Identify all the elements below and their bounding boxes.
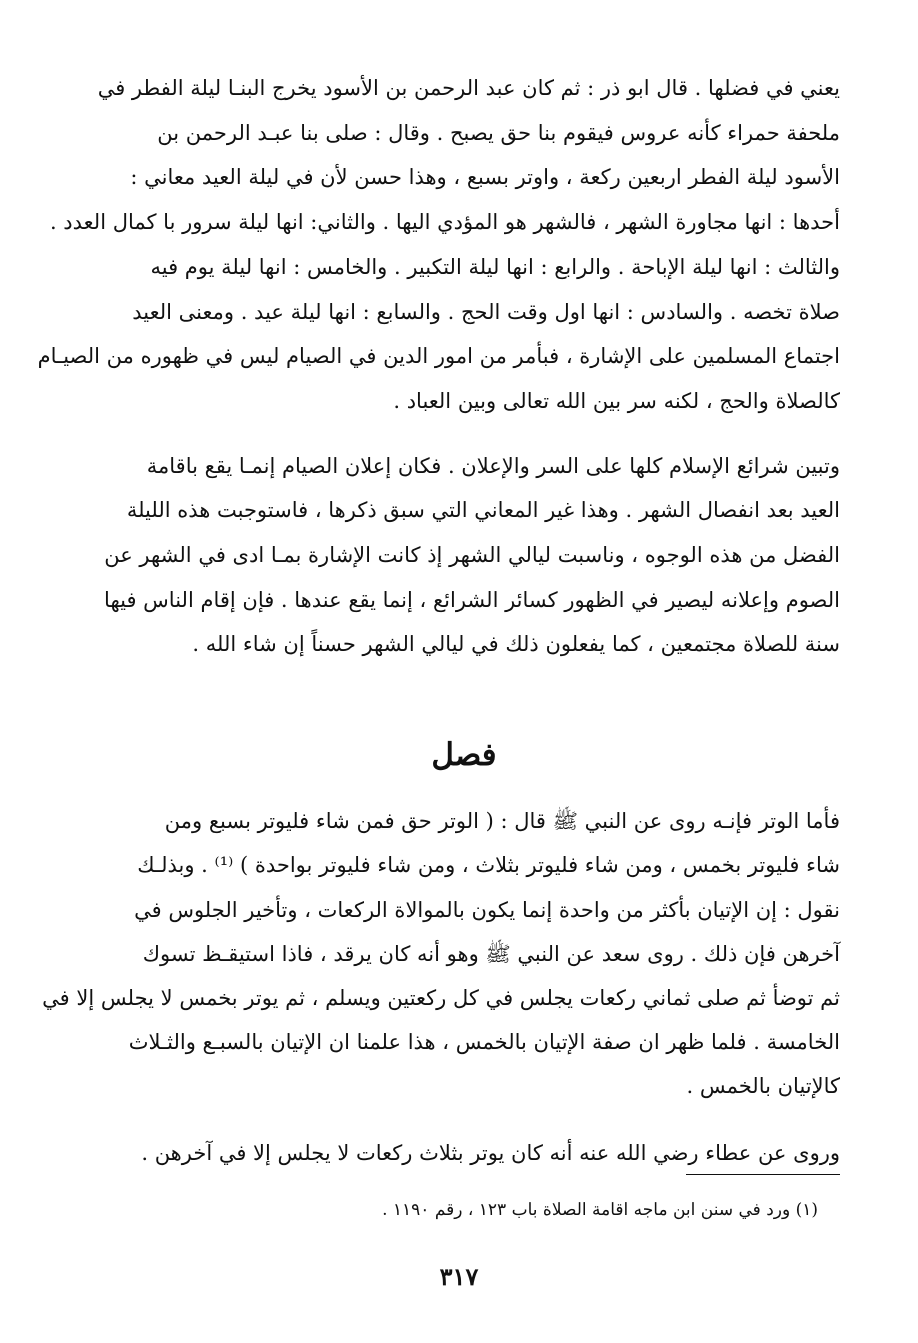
- text-line: كالإتيان بالخمس .: [686, 1074, 840, 1099]
- text-line: فأما الوتر فإنـه روى عن النبي ﷺ قال : ( الوتر حق فمن شاء فليوتر بسبع ومن: [164, 809, 840, 834]
- text-line: الخامسة . فلما ظهر ان صفة الإتيان بالخمس ، هذا علمنا ان الإتيان بالسبـع والثـلاث: [128, 1030, 840, 1055]
- text-line: الصوم وإعلانه ليصير في الظهور كسائر الشرائع ، إنما يقع عندها . فإن إقام الناس فيها: [104, 587, 840, 612]
- text-line: وتبين شرائع الإسلام كلها على السر والإعلان . فكان إعلان الصيام إنمـا يقع باقامة: [146, 453, 840, 478]
- paragraph-2: [88, 444, 840, 668]
- text-line: والثالث : انها ليلة الإباحة . والرابع : انها ليلة التكبير . والخامس : انها ليلة يوم فيه: [150, 254, 840, 279]
- paragraph-4: [88, 1131, 840, 1175]
- text-line: ملحفة حمراء كأنه عروس فيقوم بنا حق يصبح . وقال : صلى بنا عبـد الرحمن بن: [157, 120, 840, 145]
- text-line: نقول : إن الإتيان بأكثر من واحدة إنما يكون بالموالاة الركعات ، وتأخير الجلوس في: [134, 897, 840, 922]
- text-line: كالصلاة والحج ، لكنه سر بين الله تعالى وبين العباد .: [393, 388, 840, 413]
- footnote: (١) ورد في سنن ابن ماجه اقامة الصلاة باب ١٢٣ ، رقم ١١٩٠ .: [382, 1200, 818, 1220]
- text-line: الفضل من هذه الوجوه ، وناسبت ليالي الشهر إذ كانت الإشارة بمـا ادى في الشهر عن: [104, 543, 840, 568]
- text-line: يعني في فضلها . قال ابو ذر : ثم كان عبد الرحمن بن الأسود يخرج البنـا ليلة الفطر في: [97, 76, 840, 100]
- text-line: آخرهن فإن ذلك . روى سعد عن النبي ﷺ وهو أنه كان يرقد ، فاذا استيقـظ تسوك: [142, 941, 840, 966]
- text-line: اجتماع المسلمين على الإشارة ، فبأمر من امور الدين في الصيام ليس في ظهوره من الصيـام: [37, 344, 840, 369]
- text-line: العيد بعد انفصال الشهر . وهذا غير المعاني التي سبق ذكرها ، فاستوجبت هذه الليلة: [126, 498, 840, 523]
- text-line: أحدها : انها مجاورة الشهر ، فالشهر هو المؤدي اليها . والثاني: انها ليلة سرور با كمال العدد .: [49, 210, 840, 235]
- page-number: ٣١٧: [439, 1262, 479, 1291]
- text-line: صلاة تخصه . والسادس : انها اول وقت الحج . والسابع : انها ليلة عيد . ومعنى العيد: [132, 299, 840, 324]
- section-heading: فصل: [431, 737, 497, 774]
- paragraph-1: [37, 66, 840, 424]
- page-body: [37, 66, 840, 1197]
- text-line: ثم توضأ ثم صلى ثماني ركعات يجلس في كل ركعتين ويسلم ، ثم يوتر بخمس لا يجلس إلا في: [42, 985, 840, 1010]
- text-line: وروى عن عطاء رضي الله عنه أنه كان يوتر بثلاث ركعات لا يجلس إلا في آخرهن .: [141, 1140, 840, 1165]
- text-line: سنة للصلاة مجتمعين ، كما يفعلون ذلك في ليالي الشهر حسناً إن شاء الله .: [192, 632, 840, 657]
- paragraph-3: [42, 799, 840, 1108]
- text-line: شاء فليوتر بخمس ، ومن شاء فليوتر بثلاث ، ومن شاء فليوتر بواحدة ) ⁽¹⁾ . وبذلـك: [137, 853, 840, 878]
- footnote-divider: [686, 1174, 840, 1175]
- text-line: الأسود ليلة الفطر اربعين ركعة ، واوتر بسبع ، وهذا حسن لأن في ليلة العيد معاني :: [130, 165, 840, 190]
